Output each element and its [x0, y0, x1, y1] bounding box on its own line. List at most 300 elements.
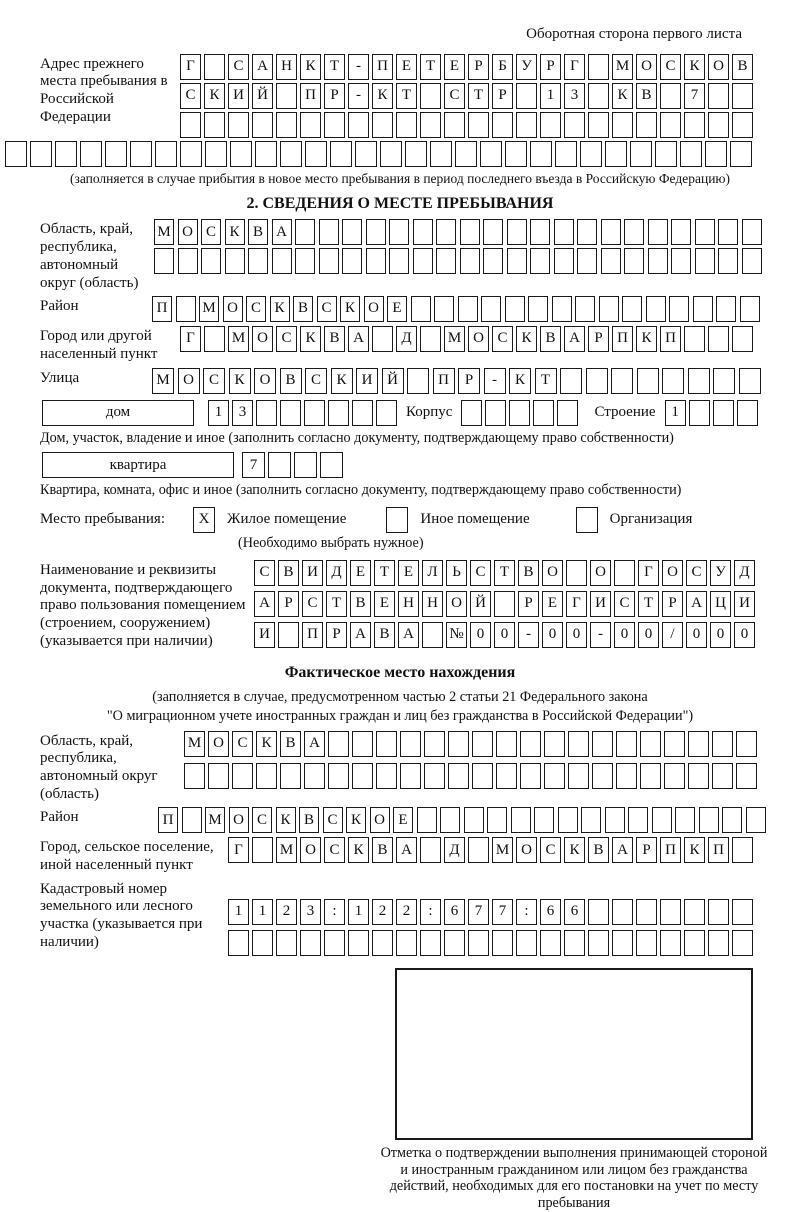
form-cell: -: [348, 54, 369, 80]
form-cell: [580, 141, 602, 167]
form-cell: [588, 899, 609, 925]
form-cell: Т: [396, 83, 417, 109]
form-cell: К: [276, 807, 296, 833]
form-cell: [624, 248, 644, 274]
form-cell: [413, 219, 433, 245]
form-cell: [722, 807, 742, 833]
actual-region-row-1: [184, 731, 757, 757]
form-cell: К: [300, 326, 321, 352]
region-row-2: [154, 248, 762, 274]
form-cell: Г: [228, 837, 249, 863]
form-cell: [407, 368, 429, 394]
form-cell: П: [612, 326, 633, 352]
form-cell: О: [662, 560, 683, 586]
document-row-1: [254, 560, 755, 586]
form-cell: К: [340, 296, 360, 322]
form-cell: [176, 296, 196, 322]
form-cell: [483, 248, 503, 274]
form-cell: [468, 112, 489, 138]
form-cell: [544, 763, 565, 789]
form-cell: [628, 807, 648, 833]
form-cell: [611, 368, 633, 394]
form-cell: И: [228, 83, 249, 109]
form-cell: В: [293, 296, 313, 322]
form-cell: 2: [396, 899, 417, 925]
form-cell: [436, 248, 456, 274]
region-field: [40, 219, 800, 292]
form-cell: -: [590, 622, 611, 648]
form-cell: [417, 807, 437, 833]
stay-option-residential: Жилое помещение: [227, 511, 347, 528]
form-cell: П: [660, 326, 681, 352]
form-cell: [389, 219, 409, 245]
form-cell: [400, 731, 421, 757]
form-cell: [248, 248, 268, 274]
form-cell: О: [468, 326, 489, 352]
form-cell: /: [662, 622, 683, 648]
form-cell: [468, 930, 489, 956]
form-cell: [660, 899, 681, 925]
form-cell: Р: [662, 591, 683, 617]
form-cell: [605, 807, 625, 833]
form-cell: [732, 83, 753, 109]
form-cell: [464, 807, 484, 833]
form-cell: [664, 763, 685, 789]
form-cell: И: [734, 591, 755, 617]
form-cell: Т: [326, 591, 347, 617]
form-cell: [601, 248, 621, 274]
form-cell: [646, 296, 666, 322]
form-cell: К: [636, 326, 657, 352]
form-cell: [324, 112, 345, 138]
form-cell: [448, 731, 469, 757]
form-cell: [294, 452, 317, 478]
form-cell: С: [302, 591, 323, 617]
form-cell: [396, 930, 417, 956]
form-cell: [300, 930, 321, 956]
form-cell: В: [280, 731, 301, 757]
prev-address-row-4: [5, 141, 800, 167]
form-cell: Т: [324, 54, 345, 80]
form-cell: [636, 112, 657, 138]
form-cell: В: [374, 622, 395, 648]
form-cell: [413, 248, 433, 274]
form-cell: В: [324, 326, 345, 352]
form-cell: [588, 83, 609, 109]
form-cell: Б: [492, 54, 513, 80]
form-cell: [380, 141, 402, 167]
form-cell: [509, 400, 530, 426]
form-cell: [588, 54, 609, 80]
form-cell: [699, 807, 719, 833]
form-cell: [516, 112, 537, 138]
form-cell: [180, 112, 201, 138]
form-cell: [652, 807, 672, 833]
form-cell: [422, 622, 443, 648]
form-cell: [695, 219, 715, 245]
form-cell: М: [152, 368, 174, 394]
form-cell: [560, 368, 582, 394]
form-cell: Г: [564, 54, 585, 80]
form-cell: [566, 560, 587, 586]
form-cell: [648, 248, 668, 274]
form-cell: [460, 248, 480, 274]
form-cell: [461, 400, 482, 426]
form-cell: [675, 807, 695, 833]
form-cell: В: [732, 54, 753, 80]
form-cell: [552, 296, 572, 322]
form-cell: О: [254, 368, 276, 394]
form-cell: 7: [468, 899, 489, 925]
form-cell: 0: [566, 622, 587, 648]
form-cell: Е: [444, 54, 465, 80]
form-cell: [411, 296, 431, 322]
form-cell: [342, 248, 362, 274]
form-cell: [564, 112, 585, 138]
form-cell: С: [614, 591, 635, 617]
form-cell: 0: [542, 622, 563, 648]
form-cell: [448, 763, 469, 789]
form-cell: [130, 141, 152, 167]
prev-address-label: Адрес прежнего места пребывания в Российской Федерации: [40, 55, 168, 125]
form-cell: Е: [542, 591, 563, 617]
form-cell: [348, 112, 369, 138]
form-cell: [736, 763, 757, 789]
form-cell: [55, 141, 77, 167]
form-cell: [577, 248, 597, 274]
form-cell: К: [684, 54, 705, 80]
form-cell: [252, 837, 273, 863]
document-label: Наименование и реквизиты документа, подтверждающего право пользования помещением (строением, сооружением) (указывается при наличии): [40, 561, 246, 649]
form-cell: [434, 296, 454, 322]
form-cell: Н: [422, 591, 443, 617]
actual-city-row: [228, 837, 753, 863]
form-cell: В: [636, 83, 657, 109]
form-cell: П: [372, 54, 393, 80]
form-cell: Р: [588, 326, 609, 352]
form-cell: [588, 112, 609, 138]
form-cell: 1: [252, 899, 273, 925]
form-cell: [520, 763, 541, 789]
form-cell: [440, 807, 460, 833]
form-cell: [599, 296, 619, 322]
korpus-cells: [461, 400, 578, 426]
form-cell: [366, 219, 386, 245]
prev-address-row-3: [180, 112, 753, 138]
form-cell: [458, 296, 478, 322]
document-row-2: [254, 591, 755, 617]
form-cell: Р: [326, 622, 347, 648]
form-cell: [252, 930, 273, 956]
form-cell: [352, 731, 373, 757]
form-cell: [688, 368, 710, 394]
form-cell: [616, 731, 637, 757]
form-cell: Р: [540, 54, 561, 80]
stamp-area: [380, 968, 800, 1212]
form-cell: [533, 400, 554, 426]
form-cell: 0: [470, 622, 491, 648]
form-cell: М: [444, 326, 465, 352]
form-cell: [505, 296, 525, 322]
form-cell: К: [372, 83, 393, 109]
form-cell: Н: [398, 591, 419, 617]
form-cell: [494, 591, 515, 617]
form-cell: О: [252, 326, 273, 352]
form-cell: С: [660, 54, 681, 80]
form-cell: С: [540, 837, 561, 863]
apartment-row: [42, 452, 800, 478]
form-cell: О: [446, 591, 467, 617]
apartment-note: Квартира, комната, офис и иное (заполнить согласно документу, подтверждающему право собственности): [40, 482, 682, 499]
form-cell: 0: [614, 622, 635, 648]
form-cell: В: [278, 560, 299, 586]
form-cell: В: [518, 560, 539, 586]
form-cell: В: [280, 368, 302, 394]
form-cell: М: [184, 731, 205, 757]
form-cell: 7: [492, 899, 513, 925]
form-cell: [180, 141, 202, 167]
document-row-3: [254, 622, 755, 648]
actual-location-title: Фактическое место нахождения: [284, 664, 516, 682]
form-cell: В: [540, 326, 561, 352]
stay-checkbox-other: [386, 507, 408, 533]
form-cell: С: [323, 807, 343, 833]
form-cell: [430, 141, 452, 167]
form-cell: О: [300, 837, 321, 863]
form-cell: [732, 837, 753, 863]
form-cell: [671, 219, 691, 245]
form-cell: [730, 141, 752, 167]
form-cell: К: [509, 368, 531, 394]
form-cell: Ц: [710, 591, 731, 617]
form-cell: П: [152, 296, 172, 322]
form-cell: [184, 763, 205, 789]
form-cell: А: [396, 837, 417, 863]
form-cell: Е: [398, 560, 419, 586]
form-cell: 1: [228, 899, 249, 925]
form-cell: И: [590, 591, 611, 617]
form-cell: С: [252, 807, 272, 833]
actual-region-label: Область, край, республика, автономный округ (область): [40, 732, 158, 802]
form-cell: [304, 400, 325, 426]
form-cell: [420, 112, 441, 138]
form-cell: С: [276, 326, 297, 352]
actual-region-row-2: [184, 763, 757, 789]
form-cell: [732, 930, 753, 956]
form-cell: О: [178, 368, 200, 394]
form-cell: [492, 112, 513, 138]
form-cell: Л: [422, 560, 443, 586]
house-note: Дом, участок, владение и иное (заполнить согласно документу, подтверждающему право собственности): [40, 429, 674, 446]
actual-city-label: Город, сельское поселение, иной населенный пункт: [40, 839, 214, 874]
form-cell: С: [686, 560, 707, 586]
form-cell: М: [199, 296, 219, 322]
form-cell: [328, 400, 349, 426]
form-cell: Д: [326, 560, 347, 586]
form-cell: [256, 763, 277, 789]
form-cell: [228, 930, 249, 956]
form-cell: [272, 248, 292, 274]
form-cell: С: [201, 219, 221, 245]
form-cell: [420, 930, 441, 956]
form-cell: [204, 326, 225, 352]
form-cell: [624, 219, 644, 245]
form-cell: [511, 807, 531, 833]
form-cell: [230, 141, 252, 167]
form-cell: [612, 112, 633, 138]
form-cell: Й: [470, 591, 491, 617]
form-cell: К: [229, 368, 251, 394]
form-cell: [280, 763, 301, 789]
form-cell: [688, 731, 709, 757]
form-cell: Р: [636, 837, 657, 863]
form-cell: 1: [348, 899, 369, 925]
form-cell: [376, 731, 397, 757]
form-cell: [225, 248, 245, 274]
form-cell: М: [612, 54, 633, 80]
form-cell: [614, 560, 635, 586]
form-cell: К: [331, 368, 353, 394]
form-cell: [554, 248, 574, 274]
form-cell: С: [228, 54, 249, 80]
form-cell: Е: [350, 560, 371, 586]
form-cell: [492, 930, 513, 956]
prev-address-row-2: [180, 83, 753, 109]
form-cell: [420, 83, 441, 109]
form-cell: [544, 731, 565, 757]
form-cell: О: [223, 296, 243, 322]
form-cell: [564, 930, 585, 956]
form-cell: С: [324, 837, 345, 863]
form-cell: А: [348, 326, 369, 352]
form-cell: [736, 731, 757, 757]
form-cell: Т: [535, 368, 557, 394]
form-cell: Р: [324, 83, 345, 109]
form-cell: [496, 731, 517, 757]
form-cell: 0: [638, 622, 659, 648]
form-cell: [534, 807, 554, 833]
form-cell: №: [446, 622, 467, 648]
form-cell: [295, 219, 315, 245]
form-cell: [400, 763, 421, 789]
form-cell: [487, 807, 507, 833]
form-cell: А: [254, 591, 275, 617]
form-cell: [505, 141, 527, 167]
form-cell: [396, 112, 417, 138]
form-cell: [708, 899, 729, 925]
form-cell: :: [324, 899, 345, 925]
stay-choose-note: (Необходимо выбрать нужное): [238, 535, 424, 552]
form-cell: [630, 141, 652, 167]
form-cell: М: [154, 219, 174, 245]
form-cell: Й: [382, 368, 404, 394]
stamp-box: [395, 968, 753, 1140]
form-cell: С: [317, 296, 337, 322]
form-cell: [592, 763, 613, 789]
form-cell: 6: [564, 899, 585, 925]
form-cell: Д: [444, 837, 465, 863]
form-cell: Е: [374, 591, 395, 617]
form-cell: 7: [684, 83, 705, 109]
city-label: Город или другой населенный пункт: [40, 328, 158, 362]
form-cell: В: [588, 837, 609, 863]
form-cell: И: [254, 622, 275, 648]
form-cell: [480, 141, 502, 167]
stay-option-other: Иное помещение: [420, 511, 530, 528]
form-cell: [746, 807, 766, 833]
form-cell: [372, 930, 393, 956]
form-cell: [182, 807, 202, 833]
form-cell: А: [612, 837, 633, 863]
form-cell: [5, 141, 27, 167]
form-cell: [660, 112, 681, 138]
form-cell: [328, 731, 349, 757]
form-cell: [405, 141, 427, 167]
stroenie-label: Строение: [594, 403, 656, 420]
form-cell: [372, 326, 393, 352]
form-cell: Е: [396, 54, 417, 80]
stay-checkbox-organization: [576, 507, 598, 533]
actual-city-field: [40, 837, 800, 874]
form-cell: [105, 141, 127, 167]
form-cell: [328, 763, 349, 789]
form-cell: Н: [276, 54, 297, 80]
form-cell: [530, 219, 550, 245]
form-cell: 6: [540, 899, 561, 925]
form-cell: В: [372, 837, 393, 863]
form-cell: [660, 930, 681, 956]
form-cell: К: [684, 837, 705, 863]
form-cell: 0: [734, 622, 755, 648]
stay-checkbox-residential: X: [193, 507, 215, 533]
form-cell: -: [348, 83, 369, 109]
region-row-1: [154, 219, 762, 245]
form-cell: [516, 930, 537, 956]
form-cell: [232, 763, 253, 789]
form-cell: Г: [566, 591, 587, 617]
form-cell: [80, 141, 102, 167]
apartment-cells: [242, 452, 343, 478]
form-cell: А: [564, 326, 585, 352]
form-cell: [280, 141, 302, 167]
form-cell: [557, 400, 578, 426]
form-cell: С: [254, 560, 275, 586]
form-cell: О: [364, 296, 384, 322]
form-cell: [485, 400, 506, 426]
form-cell: Й: [252, 83, 273, 109]
form-cell: К: [270, 296, 290, 322]
korpus-label: Корпус: [406, 403, 453, 420]
form-cell: Г: [180, 326, 201, 352]
form-cell: О: [708, 54, 729, 80]
form-cell: [304, 763, 325, 789]
form-cell: [740, 296, 760, 322]
form-cell: П: [433, 368, 455, 394]
prev-address-note: (заполняется в случае прибытия в новое место пребывания в период последнего въезда в Российскую Федерацию): [69, 170, 731, 186]
form-cell: [472, 731, 493, 757]
form-cell: [389, 248, 409, 274]
form-cell: [708, 326, 729, 352]
form-cell: О: [516, 837, 537, 863]
form-cell: [742, 219, 762, 245]
form-cell: [460, 219, 480, 245]
stroenie-cells: [665, 400, 758, 426]
form-cell: [516, 83, 537, 109]
form-cell: М: [228, 326, 249, 352]
form-cell: Д: [734, 560, 755, 586]
form-cell: Ь: [446, 560, 467, 586]
section2-title: 2. СВЕДЕНИЯ О МЕСТЕ ПРЕБЫВАНИЯ: [246, 194, 554, 212]
